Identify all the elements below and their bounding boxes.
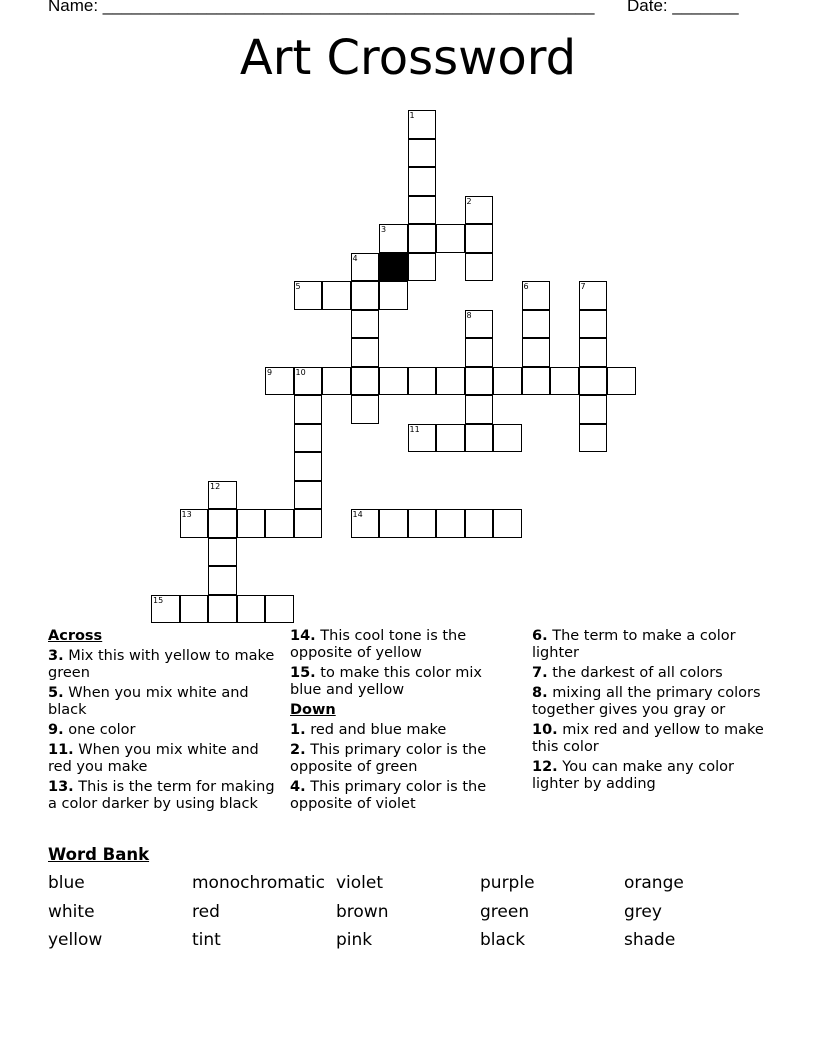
clue-down-12	[532, 759, 768, 793]
grid-cell[interactable]	[579, 338, 608, 367]
word-bank-word: red	[192, 901, 220, 922]
clue-number: 4.	[290, 779, 306, 795]
page-title: Art Crossword	[239, 30, 577, 86]
grid-cell[interactable]	[351, 395, 380, 424]
name-field-label[interactable]: Name: ____________________________________________________	[48, 0, 595, 15]
word-bank-word: black	[480, 930, 526, 950]
clue-text: This is the term for making a color darker by using black	[48, 779, 275, 812]
clue-across-5	[48, 685, 280, 719]
cell-number: 5	[295, 282, 301, 291]
grid-cell[interactable]	[351, 338, 380, 367]
grid-cell[interactable]	[493, 367, 522, 396]
grid-cell[interactable]	[208, 509, 237, 538]
cell-number: 11	[409, 424, 420, 434]
cell-number: 1	[409, 111, 415, 120]
grid-cell[interactable]	[408, 224, 437, 253]
cell-number: 2	[466, 196, 472, 206]
word-bank-word: orange	[624, 873, 684, 893]
grid-cell[interactable]	[465, 424, 494, 453]
clue-number: 8.	[532, 685, 548, 701]
grid-cell[interactable]	[493, 424, 522, 453]
grid-cell[interactable]	[408, 509, 437, 538]
clue-down-1	[290, 722, 512, 739]
clue-number: 3.	[48, 648, 64, 664]
cell-number: 3	[381, 225, 387, 234]
clue-text: the darkest of all colors	[552, 665, 723, 681]
grid-cell[interactable]	[351, 509, 380, 538]
clue-down-7	[532, 665, 768, 682]
word-bank-word: shade	[624, 930, 676, 950]
clue-across-15	[290, 665, 512, 699]
word-bank-word: tint	[192, 930, 221, 950]
grid-cell[interactable]	[351, 310, 380, 339]
word-bank	[48, 845, 768, 950]
grid-cell[interactable]	[579, 310, 608, 339]
grid-cell[interactable]	[465, 338, 494, 367]
word-bank-word: grey	[624, 901, 662, 922]
clue-text: The term to make a color lighter	[532, 628, 736, 661]
grid-cell[interactable]	[237, 509, 266, 538]
clue-number: 10.	[532, 722, 558, 738]
word-bank-word: pink	[336, 930, 373, 950]
grid-cell[interactable]	[322, 281, 351, 310]
clue-number: 5.	[48, 685, 64, 701]
grid-cell[interactable]	[522, 338, 551, 367]
cell-number: 8	[466, 310, 472, 320]
grid-cell[interactable]	[408, 424, 437, 453]
black-cell	[379, 253, 408, 282]
grid-cell[interactable]	[180, 595, 209, 624]
grid-cell[interactable]	[379, 281, 408, 310]
cell-number: 15	[153, 595, 164, 605]
grid-cell[interactable]	[408, 110, 437, 139]
grid-cell[interactable]	[265, 509, 294, 538]
clue-text: You can make any color lighter by adding	[532, 759, 734, 792]
grid-cell[interactable]	[294, 395, 323, 424]
grid-cell[interactable]	[436, 224, 465, 253]
cell-number: 13	[181, 510, 192, 519]
clue-text: This cool tone is the opposite of yellow	[290, 628, 467, 661]
clue-across-14	[290, 628, 512, 662]
grid-cell[interactable]	[408, 167, 437, 196]
clue-across-3	[48, 648, 280, 682]
clue-number: 6.	[532, 628, 548, 644]
grid-cell[interactable]	[579, 424, 608, 453]
grid-cell[interactable]	[436, 367, 465, 396]
grid-cell[interactable]	[550, 367, 579, 396]
clues-column-3	[532, 628, 768, 796]
word-bank-word: yellow	[48, 930, 103, 950]
grid-cell[interactable]	[151, 595, 180, 624]
grid-cell[interactable]	[522, 281, 551, 310]
clue-number: 14.	[290, 628, 316, 644]
grid-cell[interactable]	[493, 509, 522, 538]
across-heading: Across	[48, 628, 103, 644]
cell-number: 6	[523, 282, 529, 291]
clue-down-10	[532, 722, 768, 756]
clue-number: 11.	[48, 742, 74, 758]
grid-cell[interactable]	[208, 481, 237, 510]
clues-column-2	[290, 628, 512, 816]
cell-number: 14	[352, 510, 363, 519]
cell-number: 10	[295, 367, 306, 377]
grid-cell[interactable]	[607, 367, 636, 396]
clue-text: When you mix white and black	[48, 685, 249, 718]
grid-cell[interactable]	[379, 224, 408, 253]
grid-cell[interactable]	[265, 367, 294, 396]
clue-number: 15.	[290, 665, 316, 681]
clue-text: When you mix white and red you make	[48, 742, 259, 775]
grid-cell[interactable]	[436, 424, 465, 453]
down-heading: Down	[290, 702, 336, 718]
grid-cell[interactable]	[465, 367, 494, 396]
grid-cell[interactable]	[208, 595, 237, 624]
grid-cell[interactable]	[465, 224, 494, 253]
date-field-label[interactable]: Date: _______	[627, 0, 739, 15]
cell-number: 7	[580, 282, 586, 291]
clue-number: 12.	[532, 759, 558, 775]
grid-cell[interactable]	[522, 310, 551, 339]
word-bank-heading: Word Bank	[48, 845, 150, 864]
clue-across-13	[48, 779, 280, 813]
grid-cell[interactable]	[465, 395, 494, 424]
grid-cell[interactable]	[294, 281, 323, 310]
clues-column-1	[48, 628, 280, 816]
clue-text: mixing all the primary colors together gives you gray or	[532, 685, 761, 718]
word-bank-word: blue	[48, 873, 85, 893]
grid-cell[interactable]	[294, 424, 323, 453]
word-bank-word: green	[480, 901, 530, 922]
clue-down-8	[532, 685, 768, 719]
grid-cell[interactable]	[208, 566, 237, 595]
grid-cell[interactable]	[465, 310, 494, 339]
grid-cell[interactable]	[408, 253, 437, 282]
clue-number: 2.	[290, 742, 306, 758]
word-bank-word: purple	[480, 873, 535, 893]
clue-text: to make this color mix blue and yellow	[290, 665, 482, 698]
grid-cell[interactable]	[294, 367, 323, 396]
clue-text: This primary color is the opposite of green	[290, 742, 487, 775]
grid-cell[interactable]	[579, 281, 608, 310]
grid-cell[interactable]	[294, 481, 323, 510]
clue-text: Mix this with yellow to make green	[48, 648, 275, 681]
grid-cell[interactable]	[208, 538, 237, 567]
grid-cell[interactable]	[351, 367, 380, 396]
clue-text: one color	[68, 722, 136, 738]
clue-across-9	[48, 722, 280, 739]
grid-cell[interactable]	[579, 395, 608, 424]
clue-down-6	[532, 628, 768, 662]
clue-number: 9.	[48, 722, 64, 738]
grid-cell[interactable]	[465, 196, 494, 225]
word-bank-word: white	[48, 901, 95, 922]
grid-cell[interactable]	[379, 367, 408, 396]
grid-cell[interactable]	[294, 509, 323, 538]
grid-cell[interactable]	[408, 196, 437, 225]
word-bank-word: brown	[336, 901, 389, 922]
clue-down-2	[290, 742, 512, 776]
grid-cell[interactable]	[579, 367, 608, 396]
clue-text: red and blue make	[310, 722, 447, 738]
grid-cell[interactable]	[180, 509, 209, 538]
grid-cell[interactable]	[294, 452, 323, 481]
clue-number: 13.	[48, 779, 74, 795]
word-bank-word: monochromatic	[192, 873, 325, 893]
grid-cell[interactable]	[522, 367, 551, 396]
clue-number: 7.	[532, 665, 548, 681]
grid-cell[interactable]	[351, 281, 380, 310]
grid-cell[interactable]	[351, 253, 380, 282]
grid-cell[interactable]	[465, 253, 494, 282]
cell-number: 4	[352, 253, 358, 263]
grid-cell[interactable]	[408, 139, 437, 168]
clue-across-11	[48, 742, 280, 776]
grid-cell[interactable]	[322, 367, 351, 396]
clue-number: 1.	[290, 722, 306, 738]
clue-text: mix red and yellow to make this color	[532, 722, 764, 755]
word-bank-word: violet	[336, 873, 384, 893]
grid-cell[interactable]	[408, 367, 437, 396]
grid-cell[interactable]	[465, 509, 494, 538]
clue-down-4	[290, 779, 512, 813]
grid-cell[interactable]	[379, 509, 408, 538]
grid-cell[interactable]	[436, 509, 465, 538]
clue-text: This primary color is the opposite of violet	[290, 779, 487, 812]
grid-cell[interactable]	[265, 595, 294, 624]
grid-cell[interactable]	[237, 595, 266, 624]
cell-number: 9	[267, 367, 273, 377]
cell-number: 12	[210, 481, 221, 491]
